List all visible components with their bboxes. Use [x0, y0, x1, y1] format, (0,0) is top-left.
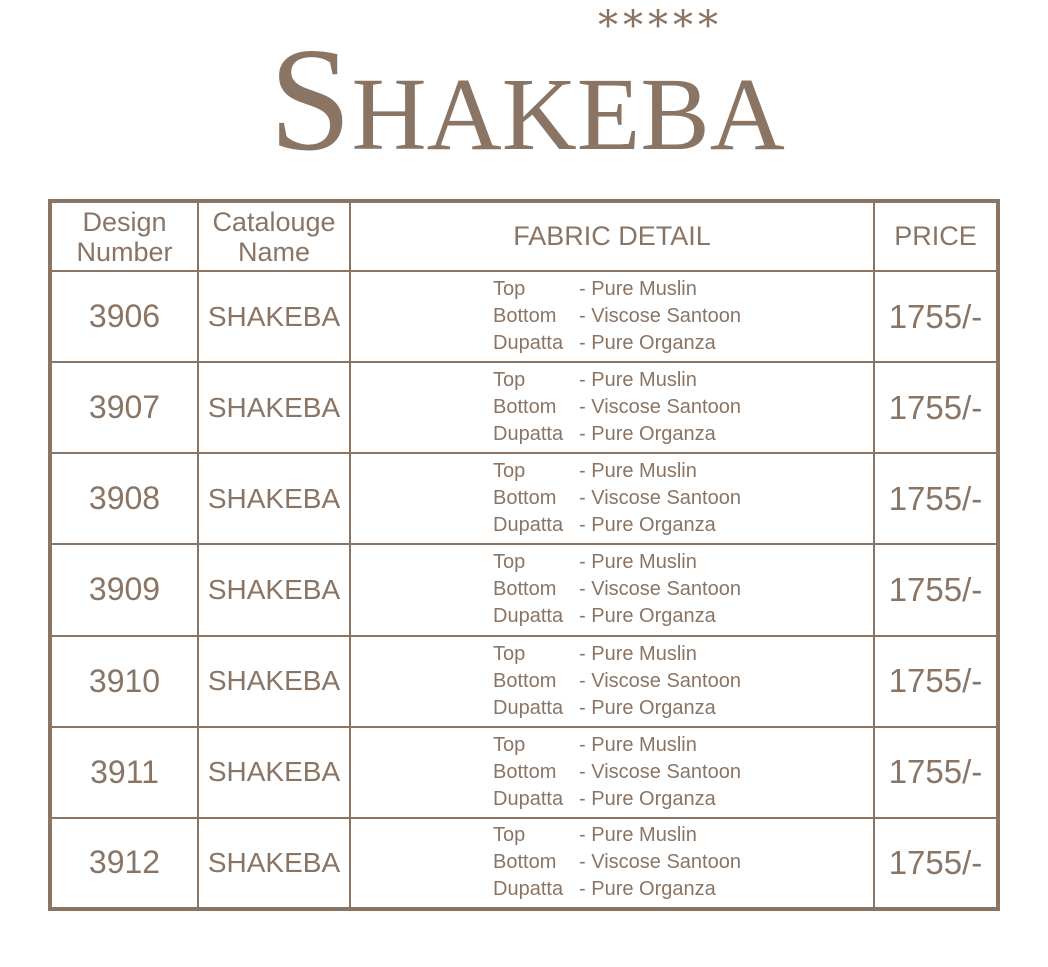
fabric-part-label: Dupatta [493, 514, 564, 537]
fabric-part-label: Top [493, 733, 526, 756]
fabric-dupatta-line [493, 603, 741, 630]
price: 1755/- [874, 453, 998, 544]
fabric-detail [350, 818, 874, 909]
fabric-material: - Viscose Santoon [579, 487, 741, 510]
fabric-detail [350, 727, 874, 818]
fabric-part-label: Bottom [493, 578, 557, 601]
catalogue-name: SHAKEBA [198, 362, 350, 453]
price: 1755/- [874, 636, 998, 727]
design-number: 3909 [50, 544, 198, 635]
header-row [50, 201, 998, 271]
brand-initial: S [269, 18, 352, 182]
fabric-part-label: Dupatta [493, 423, 564, 446]
fabric-material: - Pure Muslin [579, 369, 697, 392]
fabric-dupatta-line [493, 786, 741, 813]
design-number: 3908 [50, 453, 198, 544]
catalogue-name: SHAKEBA [198, 636, 350, 727]
fabric-bottom-line [493, 303, 741, 330]
fabric-material: - Pure Organza [579, 605, 716, 628]
fabric-top-line [493, 732, 741, 759]
catalogue-name-header [198, 201, 350, 271]
fabric-part-label: Dupatta [493, 605, 564, 628]
catalogue-name: SHAKEBA [198, 271, 350, 362]
table-row [50, 453, 998, 544]
fabric-top-line [493, 276, 741, 303]
table-row [50, 636, 998, 727]
catalogue-name: SHAKEBA [198, 544, 350, 635]
catalogue-name: SHAKEBA [198, 727, 350, 818]
fabric-material: - Pure Muslin [579, 642, 697, 665]
fabric-list [493, 367, 741, 448]
fabric-top-line [493, 641, 741, 668]
fabric-material: - Pure Muslin [579, 551, 697, 574]
fabric-bottom-line [493, 849, 741, 876]
fabric-list [493, 458, 741, 539]
fabric-top-line [493, 822, 741, 849]
fabric-part-label: Dupatta [493, 787, 564, 810]
fabric-material: - Viscose Santoon [579, 396, 741, 419]
catalog-table [48, 199, 1000, 911]
design-number: 3910 [50, 636, 198, 727]
fabric-bottom-line [493, 668, 741, 695]
fabric-part-label: Top [493, 369, 526, 392]
fabric-dupatta-line [493, 421, 741, 448]
fabric-dupatta-line [493, 876, 741, 903]
fabric-part-label: Bottom [493, 760, 557, 783]
fabric-bottom-line [493, 394, 741, 421]
fabric-material: - Pure Organza [579, 878, 716, 901]
catalog-header-line1: Catalouge [212, 206, 336, 237]
rating-stars: ***** [598, 3, 723, 49]
design-number: 3906 [50, 271, 198, 362]
fabric-dupatta-line [493, 330, 741, 357]
fabric-material: - Viscose Santoon [579, 578, 741, 601]
fabric-detail [350, 453, 874, 544]
fabric-part-label: Bottom [493, 851, 557, 874]
table-row [50, 544, 998, 635]
fabric-material: - Viscose Santoon [579, 851, 741, 874]
fabric-part-label: Top [493, 460, 526, 483]
fabric-material: - Viscose Santoon [579, 760, 741, 783]
fabric-top-line [493, 549, 741, 576]
fabric-bottom-line [493, 576, 741, 603]
fabric-part-label: Dupatta [493, 878, 564, 901]
price: 1755/- [874, 727, 998, 818]
fabric-part-label: Bottom [493, 669, 557, 692]
fabric-part-label: Dupatta [493, 332, 564, 355]
fabric-detail [350, 362, 874, 453]
fabric-material: - Pure Muslin [579, 460, 697, 483]
brand-title [262, 18, 792, 182]
catalog-header-line2: Name [237, 236, 311, 267]
fabric-detail [350, 544, 874, 635]
fabric-material: - Viscose Santoon [579, 305, 741, 328]
price: 1755/- [874, 544, 998, 635]
fabric-material: - Pure Muslin [579, 733, 697, 756]
fabric-material: - Pure Muslin [579, 278, 697, 301]
table-row [50, 362, 998, 453]
fabric-part-label: Top [493, 278, 526, 301]
fabric-part-label: Bottom [493, 396, 557, 419]
fabric-bottom-line [493, 759, 741, 786]
fabric-material: - Viscose Santoon [579, 669, 741, 692]
fabric-material: - Pure Organza [579, 696, 716, 719]
fabric-part-label: Top [493, 551, 526, 574]
fabric-part-label: Top [493, 642, 526, 665]
fabric-bottom-line [493, 485, 741, 512]
design-number: 3912 [50, 818, 198, 909]
fabric-list [493, 276, 741, 357]
price: 1755/- [874, 362, 998, 453]
design-number-header [50, 201, 198, 271]
price: 1755/- [874, 818, 998, 909]
design-number: 3907 [50, 362, 198, 453]
price-header: PRICE [874, 201, 998, 271]
price: 1755/- [874, 271, 998, 362]
fabric-material: - Pure Organza [579, 787, 716, 810]
fabric-part-label: Top [493, 824, 526, 847]
design-header-line2: Number [76, 236, 173, 267]
table-row [50, 727, 998, 818]
fabric-part-label: Dupatta [493, 696, 564, 719]
fabric-part-label: Bottom [493, 487, 557, 510]
table-row [50, 271, 998, 362]
design-number: 3911 [50, 727, 198, 818]
fabric-list [493, 641, 741, 722]
fabric-list [493, 822, 741, 903]
catalogue-name: SHAKEBA [198, 818, 350, 909]
fabric-detail-header: FABRIC DETAIL [350, 201, 874, 271]
design-header-line1: Design [82, 206, 167, 237]
fabric-list [493, 732, 741, 813]
fabric-dupatta-line [493, 512, 741, 539]
fabric-material: - Pure Muslin [579, 824, 697, 847]
brand-rest: HAKEBA [351, 57, 785, 172]
catalogue-name: SHAKEBA [198, 453, 350, 544]
table-row [50, 818, 998, 909]
fabric-top-line [493, 458, 741, 485]
fabric-dupatta-line [493, 695, 741, 722]
fabric-detail [350, 636, 874, 727]
fabric-material: - Pure Organza [579, 514, 716, 537]
fabric-list [493, 549, 741, 630]
fabric-part-label: Bottom [493, 305, 557, 328]
fabric-material: - Pure Organza [579, 332, 716, 355]
fabric-detail [350, 271, 874, 362]
fabric-material: - Pure Organza [579, 423, 716, 446]
fabric-top-line [493, 367, 741, 394]
